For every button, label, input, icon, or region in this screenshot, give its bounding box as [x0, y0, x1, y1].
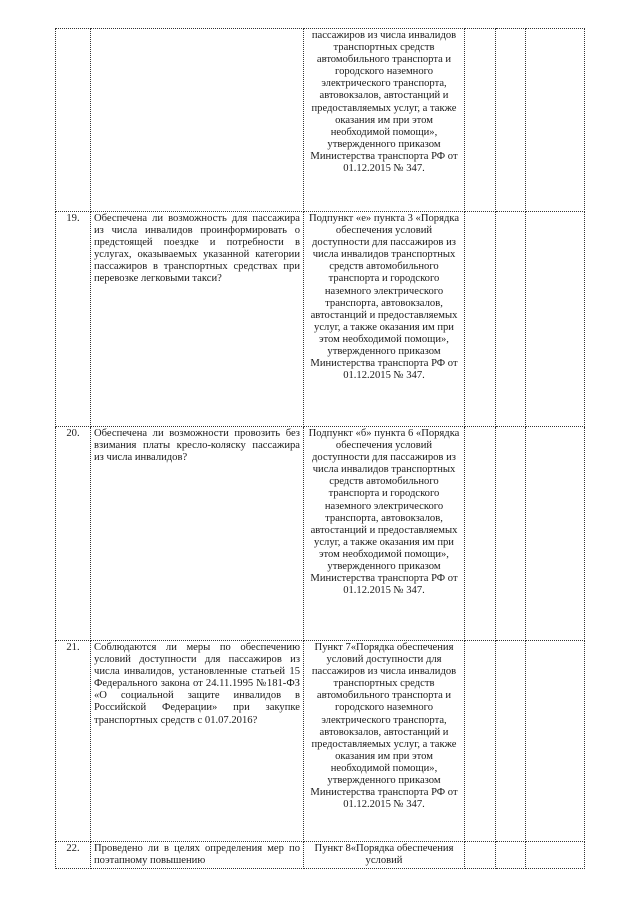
answer-yes-cell	[465, 842, 496, 869]
legal-reference-cell: Пункт 8«Порядка обеспечения условий	[304, 842, 465, 869]
answer-no-cell	[496, 842, 526, 869]
row-number: 20.	[56, 427, 91, 641]
answer-yes-cell	[465, 427, 496, 641]
legal-reference-cell: Подпункт «е» пункта 3 «Порядка обеспечения условий доступности для пассажиров из числа инвалидов транспортных средств автомобильного транспорта и городского наземного электрического транспорта, автовокзалов, автостанций и предоставляемых услуг, а также оказания им при этом необходимой помощи», утвержденного приказом Министерства транспорта РФ от 01.12.2015 № 347.	[304, 212, 465, 427]
question-cell: Соблюдаются ли меры по обеспечению условий доступности для пассажиров из числа инвалидов, установленные статьей 15 Федерального закона от 24.11.1995 №181-ФЗ «О социальной защите инвалидов в Российской Федерации» при закупке транспортных средств с 01.07.2016?	[91, 641, 304, 842]
notes-cell	[526, 212, 585, 427]
row-number	[56, 29, 91, 212]
table-row	[56, 427, 585, 641]
table-row	[56, 641, 585, 842]
answer-no-cell	[496, 29, 526, 212]
table-row	[56, 212, 585, 427]
question-cell	[91, 29, 304, 212]
table-row	[56, 842, 585, 869]
notes-cell	[526, 842, 585, 869]
row-number: 22.	[56, 842, 91, 869]
answer-no-cell	[496, 212, 526, 427]
answer-no-cell	[496, 427, 526, 641]
checklist-table	[55, 28, 585, 869]
legal-reference-cell: Подпункт «б» пункта 6 «Порядка обеспечения условий доступности для пассажиров из числа инвалидов транспортных средств автомобильного транспорта и городского наземного электрического транспорта, автовокзалов, автостанций и предоставляемых услуг, а также оказания им при этом необходимой помощи», утвержденного приказом Министерства транспорта РФ от 01.12.2015 № 347.	[304, 427, 465, 641]
answer-yes-cell	[465, 29, 496, 212]
legal-reference-cell: Пункт 7«Порядка обеспечения условий доступности для пассажиров из числа инвалидов транспортных средств автомобильного транспорта и городского наземного электрического транспорта, автовокзалов, автостанций и предоставляемых услуг, а также оказания им при этом необходимой помощи», утвержденного приказом Министерства транспорта РФ от 01.12.2015 № 347.	[304, 641, 465, 842]
answer-yes-cell	[465, 212, 496, 427]
row-number: 19.	[56, 212, 91, 427]
legal-reference-cell: пассажиров из числа инвалидов транспортных средств автомобильного транспорта и городского наземного электрического транспорта, автовокзалов, автостанций и предоставляемых услуг, а также оказания им при этом необходимой помощи», утвержденного приказом Министерства транспорта РФ от 01.12.2015 № 347.	[304, 29, 465, 212]
notes-cell	[526, 29, 585, 212]
row-number: 21.	[56, 641, 91, 842]
question-cell: Обеспечена ли возможности провозить без взимания платы кресло-коляску пассажира из числа инвалидов?	[91, 427, 304, 641]
question-cell: Обеспечена ли возможность для пассажира из числа инвалидов проинформировать о предстоящей поездке и потребности в услугах, оказываемых указанной категории пассажиров в транспортных средствах при перевозке легковыми такси?	[91, 212, 304, 427]
table-row	[56, 29, 585, 212]
answer-no-cell	[496, 641, 526, 842]
question-cell: Проведено ли в целях определения мер по поэтапному повышению	[91, 842, 304, 869]
notes-cell	[526, 641, 585, 842]
answer-yes-cell	[465, 641, 496, 842]
notes-cell	[526, 427, 585, 641]
